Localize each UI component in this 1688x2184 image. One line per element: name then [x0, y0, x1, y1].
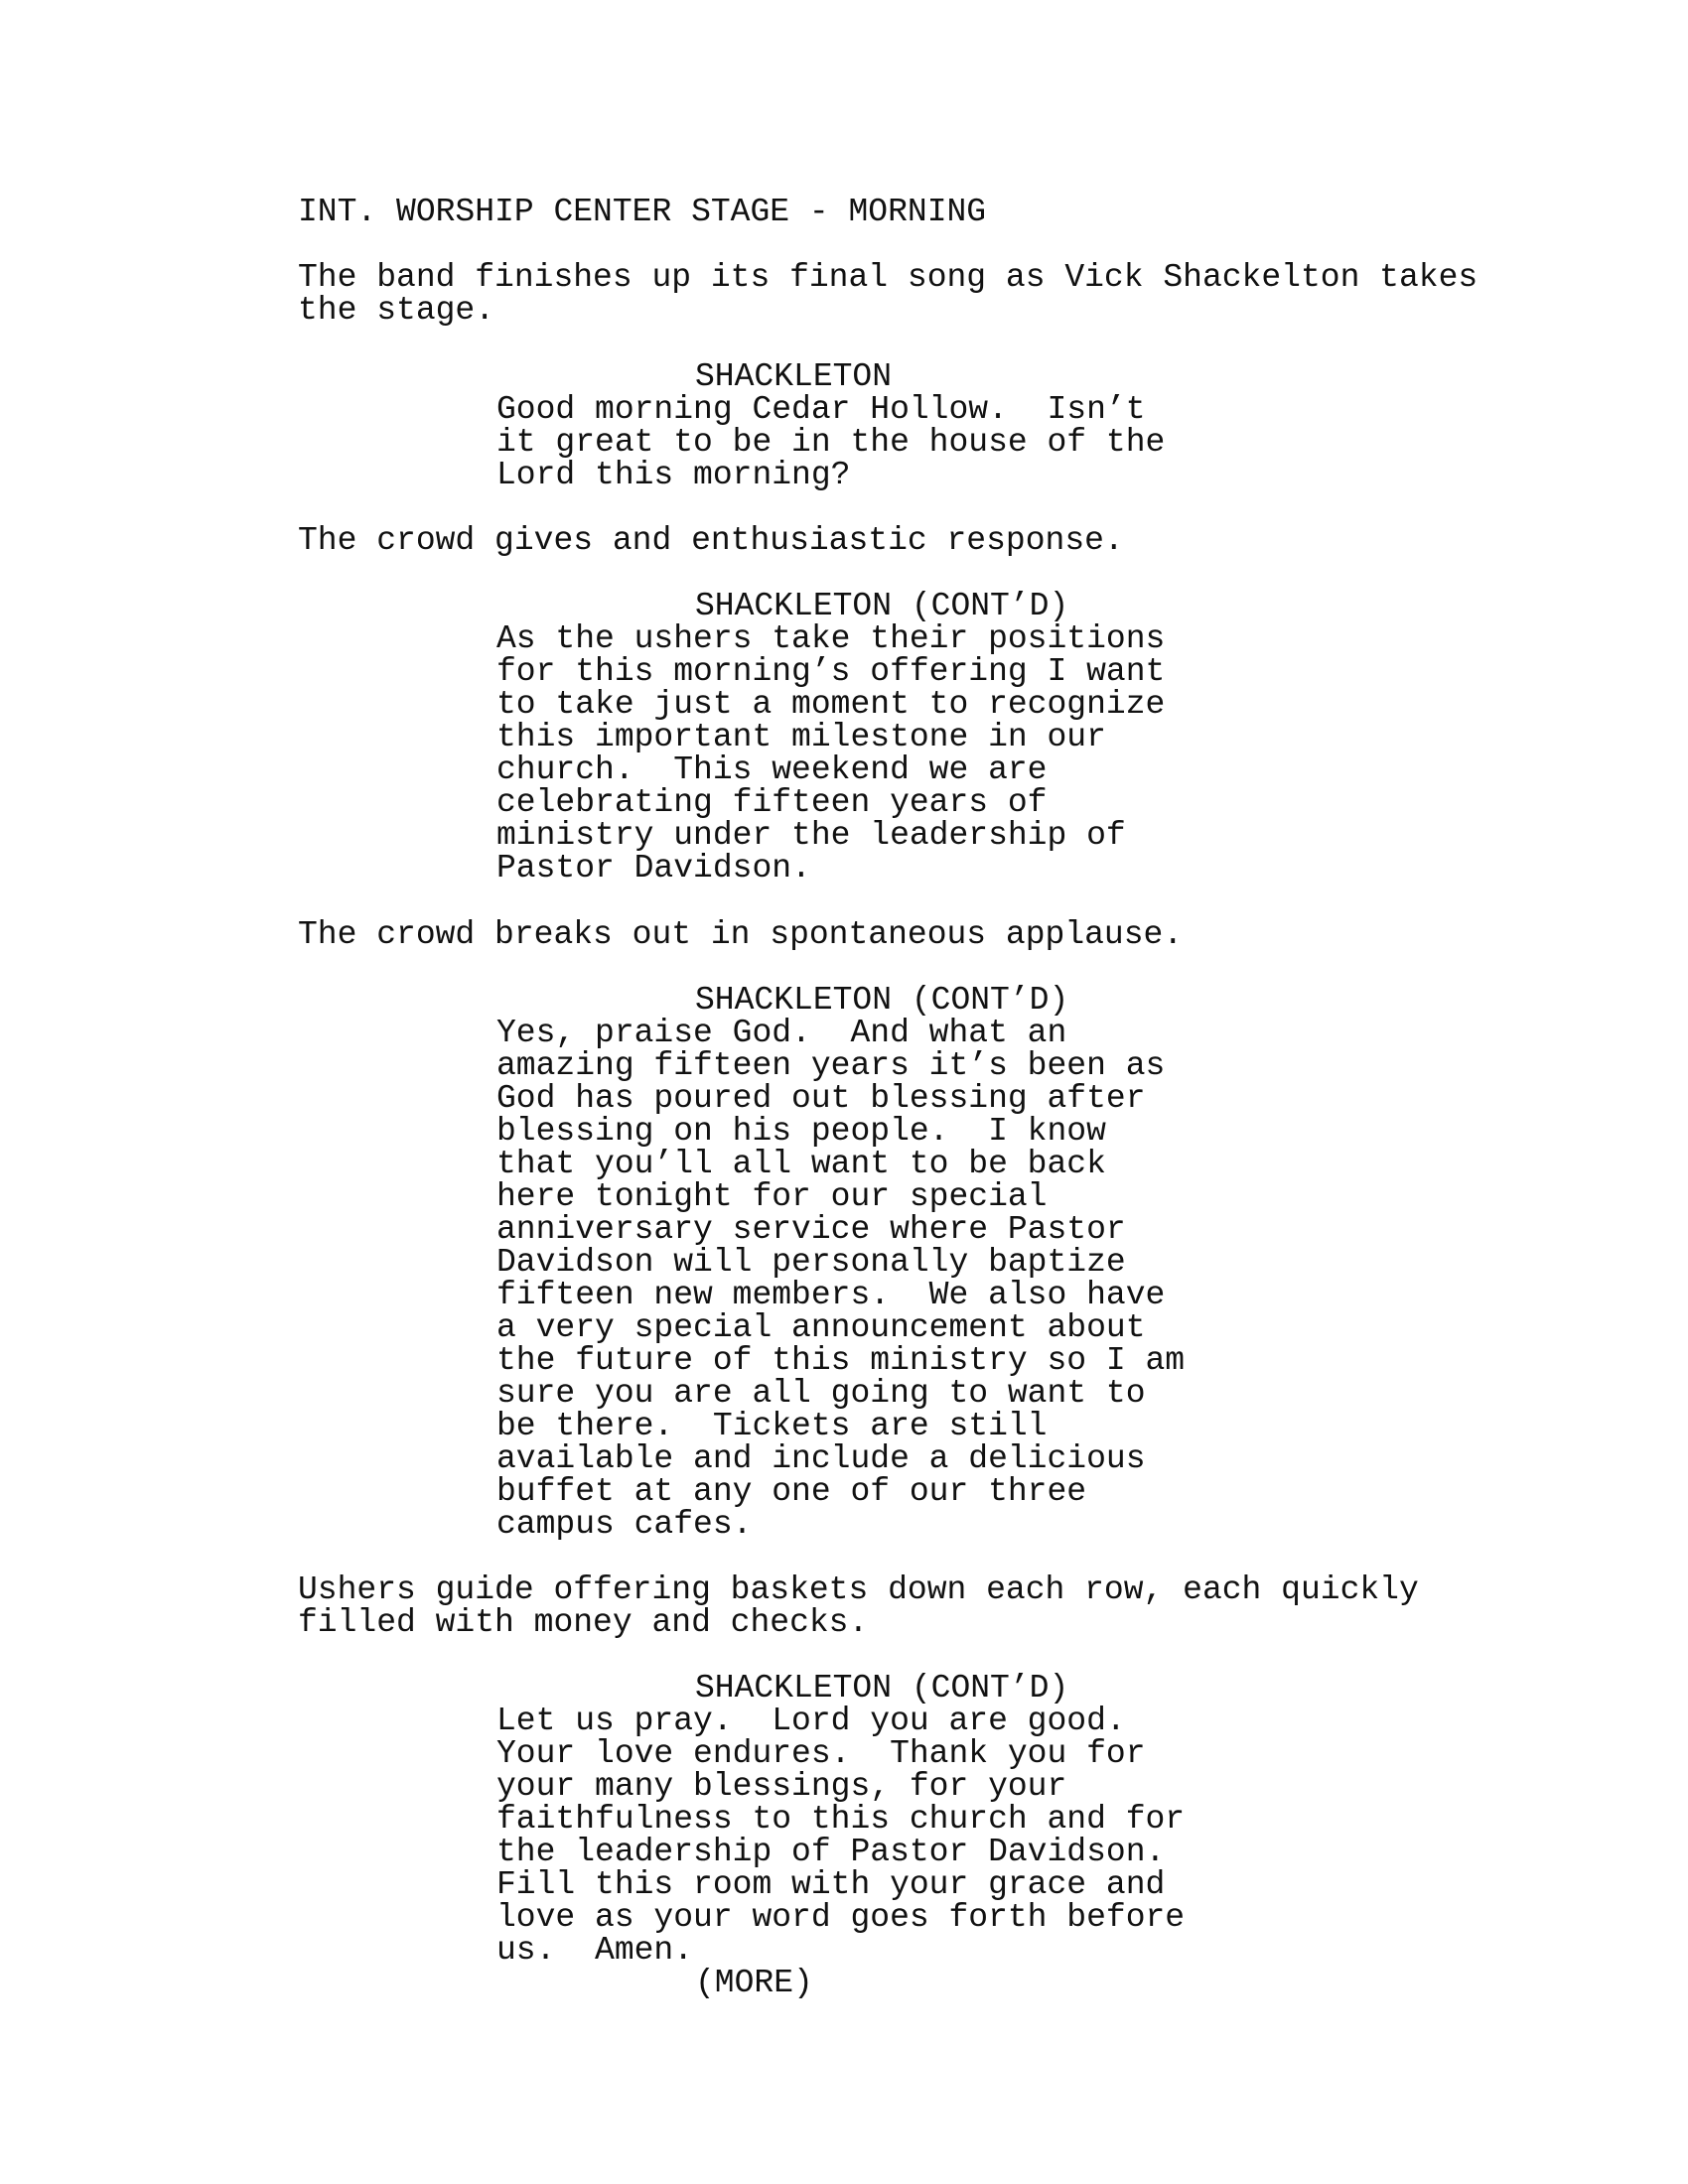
action-line: Ushers guide offering baskets down each row, each quickly filled with money and checks. [298, 1571, 1419, 1641]
character-name: SHACKLETON (CONT’D) [695, 982, 1069, 1019]
dialogue-block: Yes, praise God. And what an amazing fifteen years it’s been as God has poured out blessing after blessing on his people. I know that you’ll all want to be back here tonight for our special anniversary service where Pastor Davidson will personally baptize fifteen new members. We also have a very special announcement about the future of this ministry so I am sure you are all going to want to be there. Tickets are still available and include a delicious buffet at any one of our three campus cafes. [496, 1015, 1186, 1543]
more-marker: (MORE) [695, 1965, 813, 2001]
dialogue-block: Good morning Cedar Hollow. Isn’t it great to be in the house of the Lord this morning? [496, 391, 1166, 493]
action-line: The crowd gives and enthusiastic response. [298, 522, 1124, 559]
dialogue-block: Let us pray. Lord you are good. Your love endures. Thank you for your many blessings, for your faithfulness to this church and for the leadership of Pastor Davidson. Fill this room with your grace and love as your word goes forth before us. Amen. [496, 1703, 1186, 1969]
action-line: The band finishes up its final song as Vick Shackelton takes the stage. [298, 259, 1478, 329]
character-name: SHACKLETON (CONT’D) [695, 1670, 1069, 1706]
character-name: SHACKLETON (CONT’D) [695, 588, 1069, 624]
action-line: The crowd breaks out in spontaneous applause. [298, 916, 1184, 953]
dialogue-block: As the ushers take their positions for this morning’s offering I want to take just a moment to recognize this important milestone in our church. This weekend we are celebrating fifteen years of ministry under the leadership of Pastor Davidson. [496, 620, 1166, 887]
character-name: SHACKLETON [695, 358, 893, 395]
scene-heading: INT. WORSHIP CENTER STAGE - MORNING [298, 194, 987, 230]
